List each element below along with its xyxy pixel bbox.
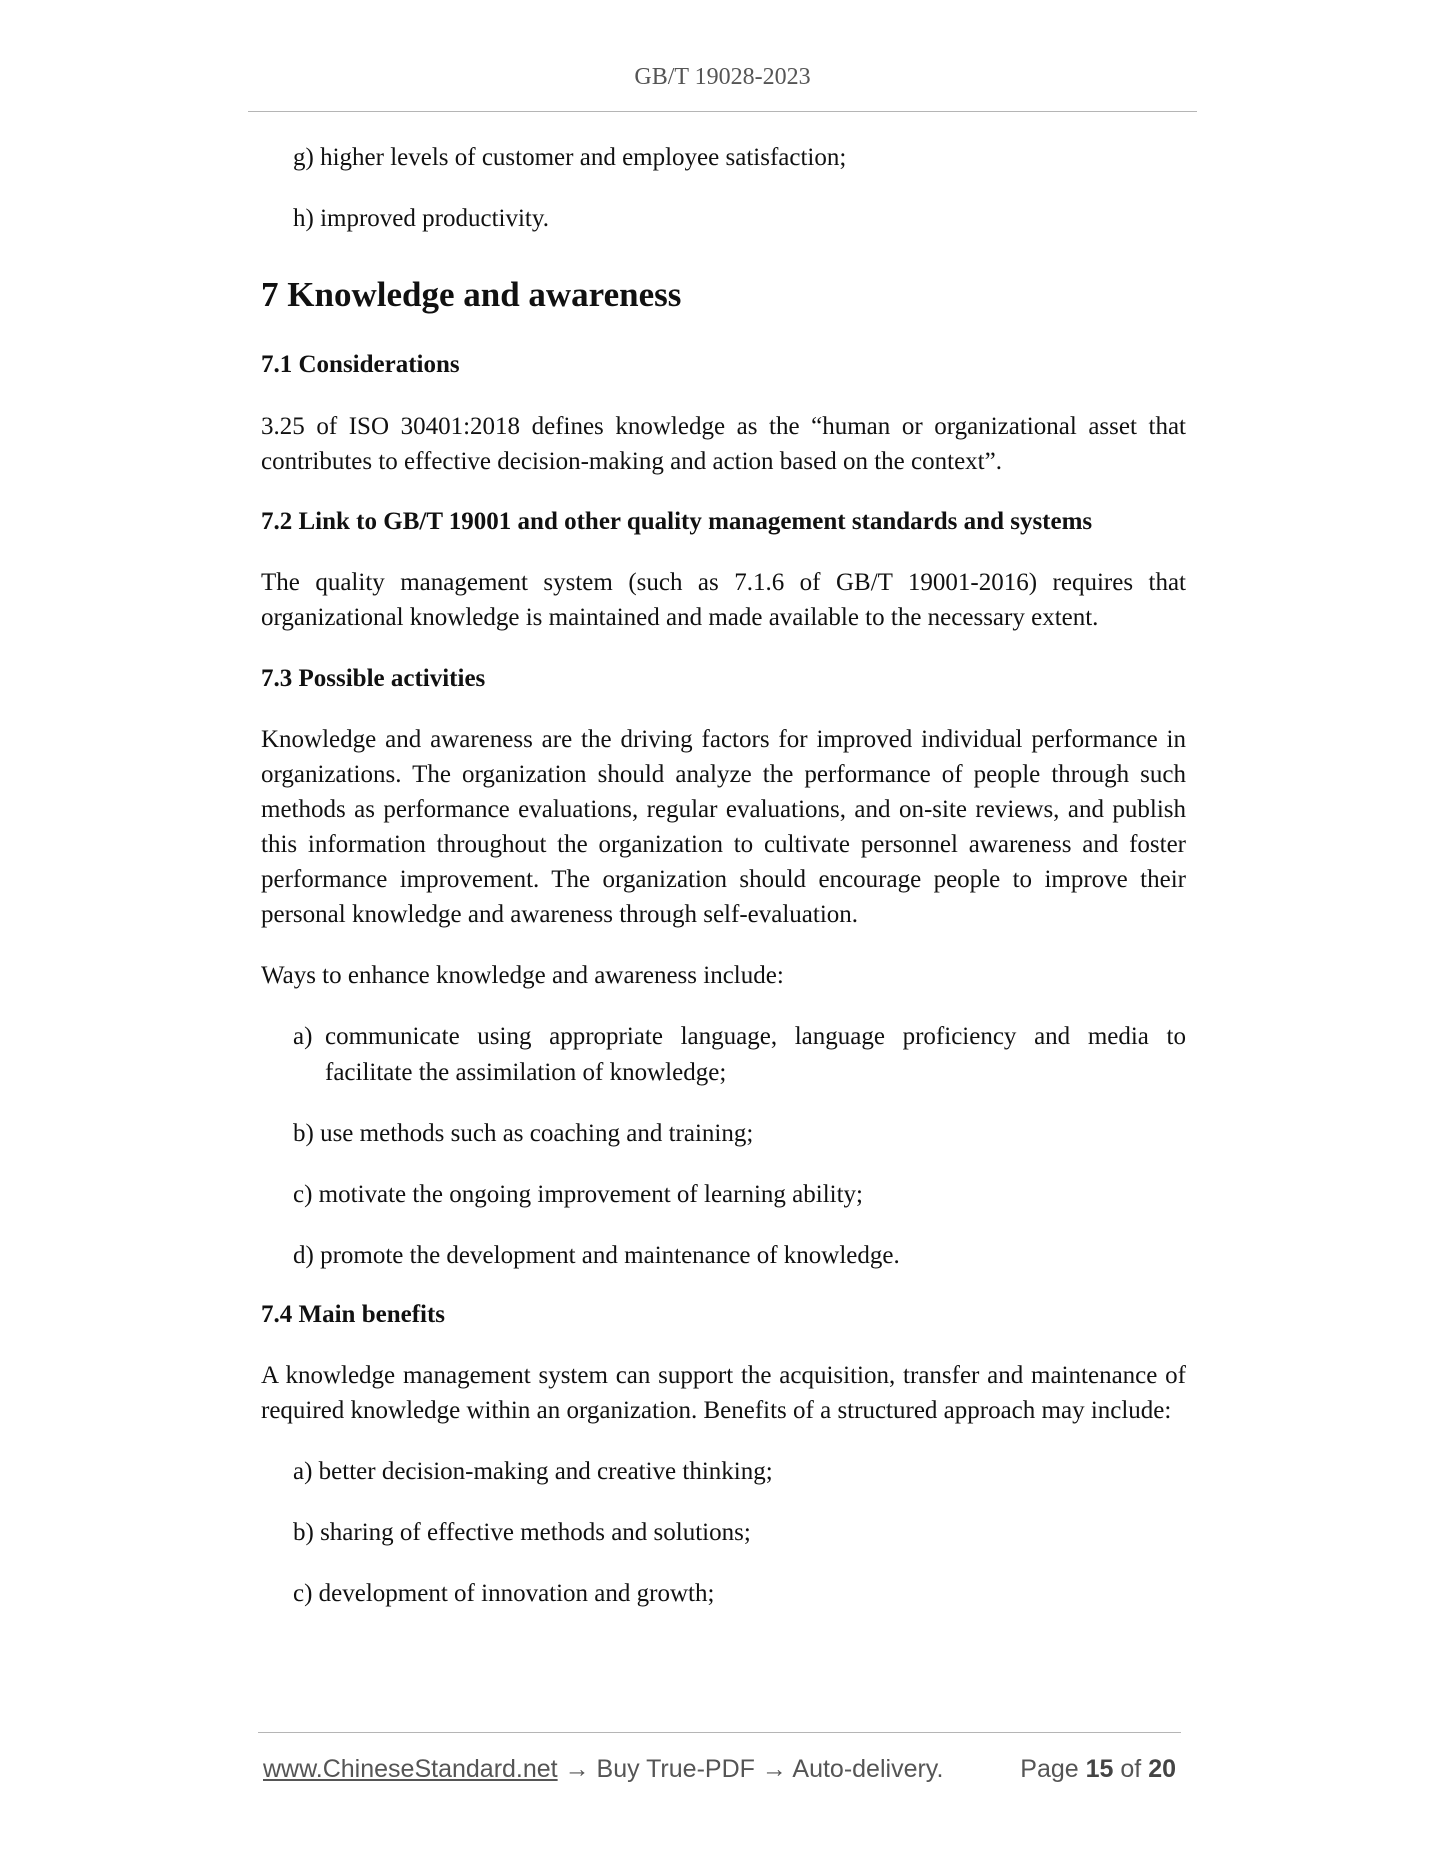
list-label: d) (293, 1242, 314, 1269)
list-item (293, 1177, 1186, 1213)
list-item (293, 1454, 1186, 1490)
subsection-heading: 7.2 Link to GB/T 19001 and other quality management standards and systems (261, 508, 1093, 535)
paragraph: 3.25 of ISO 30401:2018 defines knowledge as the “human or organizational asset that contributes to effective decision-making and action based on the context”. (261, 413, 1186, 475)
paragraph: A knowledge management system can support the acquisition, transfer and maintenance of required knowledge within an organization. Benefits of a structured approach may include: (261, 1362, 1186, 1424)
list-text: use methods such as coaching and training; (320, 1120, 754, 1147)
list-item (293, 1576, 1186, 1612)
list-item (293, 1116, 1186, 1152)
page-total: 20 (1148, 1755, 1176, 1783)
running-header: GB/T 19028-2023 (634, 64, 811, 90)
paragraph: Knowledge and awareness are the driving factors for improved individual performance in organizations. The organization should analyze the performance of people through such methods as performance evaluations, regular evaluations, and on-site reviews, and publish this information throughout the organization to cultivate personnel awareness and foster performance improvement. The organization should encourage people to improve their personal knowledge and awareness through self-evaluation. (261, 726, 1186, 928)
list-label: a) (293, 1458, 313, 1485)
page-word: Page (1020, 1755, 1079, 1783)
list-label: a) (293, 1023, 313, 1050)
list-label: g) (293, 144, 314, 171)
footer-promo (263, 1755, 943, 1783)
list-label: b) (293, 1519, 314, 1546)
header-divider (248, 111, 1197, 112)
page-number (1020, 1752, 1176, 1786)
list-text: improved productivity. (320, 205, 549, 232)
list-label: c) (293, 1580, 313, 1607)
paragraph: The quality management system (such as 7.1.6 of GB/T 19001-2016) requires that organizational knowledge is maintained and made available to the necessary extent. (261, 569, 1186, 631)
list-text: higher levels of customer and employee satisfaction; (320, 144, 847, 171)
list-item (293, 1019, 1186, 1091)
page-footer (263, 1752, 1180, 1786)
list-item (293, 1515, 1186, 1551)
list-text: motivate the ongoing improvement of learning ability; (318, 1181, 863, 1208)
list-text: sharing of effective methods and solutions; (320, 1519, 751, 1546)
list-text: development of innovation and growth; (318, 1580, 715, 1607)
footer-divider (258, 1732, 1181, 1733)
list-text: better decision-making and creative thinking; (318, 1458, 773, 1485)
footer-tagline: → Buy True-PDF → Auto-delivery. (557, 1755, 944, 1783)
page-current: 15 (1085, 1755, 1114, 1783)
list-label: c) (293, 1181, 313, 1208)
list-item (293, 140, 1186, 176)
subsection-heading: 7.1 Considerations (261, 351, 460, 378)
subsection-heading: 7.4 Main benefits (261, 1301, 446, 1328)
list-item (293, 1238, 1186, 1274)
page-content (261, 140, 1186, 1612)
paragraph: Ways to enhance knowledge and awareness include: (261, 962, 784, 989)
section-heading: 7 Knowledge and awareness (261, 275, 682, 314)
of-word: of (1120, 1755, 1142, 1783)
list-item (293, 201, 1186, 237)
website-link[interactable]: www.ChineseStandard.net (263, 1755, 558, 1783)
list-label: b) (293, 1120, 314, 1147)
subsection-heading: 7.3 Possible activities (261, 665, 486, 692)
list-label: h) (293, 205, 314, 232)
list-text: communicate using appropriate language, language proficiency and media to facilitate the assimilation of knowledge; (325, 1023, 1186, 1086)
list-text: promote the development and maintenance of knowledge. (320, 1242, 900, 1269)
